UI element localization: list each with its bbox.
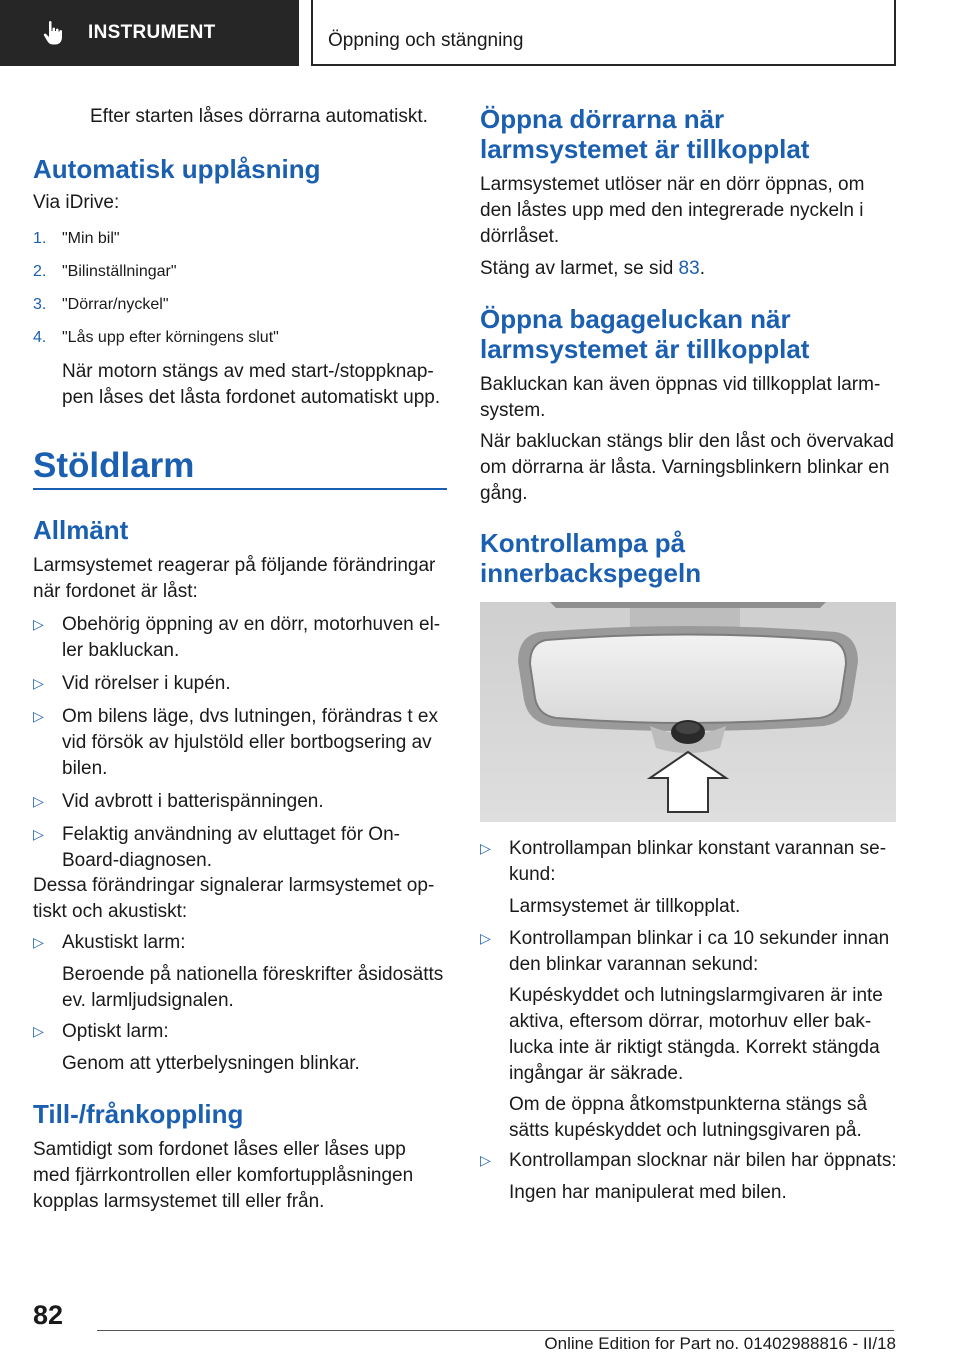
triangle-bullet-icon: ▷ xyxy=(33,793,44,809)
list-item xyxy=(33,230,447,263)
triangle-bullet-icon: ▷ xyxy=(33,934,44,950)
trunk-text-line: Bakluckan kan även öppnas vid tillkopplat larm- xyxy=(480,374,881,395)
general-text-line: Larmsystemet reagerar på följande förändringar xyxy=(33,555,436,576)
lamp-bullet-sub: Ingen har manipulerat med bilen. xyxy=(509,1182,787,1203)
chapter-title: Öppning och stängning xyxy=(328,30,524,51)
bullet-text-line: vid försök av hjulstöld eller bortbogsering av xyxy=(62,732,432,753)
list-item xyxy=(33,822,447,874)
lamp-bullet-sub: sätts kupéskyddet och lutningsgivaren på. xyxy=(509,1120,862,1141)
step4-note-line: pen låses det låsta fordonet automatiskt upp. xyxy=(62,387,441,408)
step-text: "Min bil" xyxy=(62,230,120,247)
reference-prefix: Stäng av larmet, se sid xyxy=(480,258,679,279)
lamp-bullet-line: Kontrollampan blinkar konstant varannan se- xyxy=(509,838,887,859)
heading-rule xyxy=(33,488,447,490)
triangle-bullet-icon: ▷ xyxy=(480,840,491,856)
toggle-heading: Till-/frånkoppling xyxy=(33,1099,244,1129)
doors-text-line: dörrlåset. xyxy=(480,226,560,247)
triangle-bullet-icon: ▷ xyxy=(480,1152,491,1168)
triangle-bullet-icon: ▷ xyxy=(33,708,44,724)
list-item xyxy=(33,704,447,789)
lamp-bullet-line: den blinkar varannan sekund: xyxy=(509,954,759,975)
step4-note-line: När motorn stängs av med start-/stoppknap- xyxy=(62,361,434,382)
doors-text-line: den låstes upp med den integrerade nyckeln i xyxy=(480,200,864,221)
lamp-bullet-line: kund: xyxy=(509,864,556,885)
footer-edition: Online Edition for Part no. 01402988816 - II/18 xyxy=(544,1334,896,1353)
triangle-bullet-icon: ▷ xyxy=(33,675,44,691)
lamp-bullet-sub: Larmsystemet är tillkopplat. xyxy=(509,896,741,917)
acoustic-label: Akustiskt larm: xyxy=(62,932,186,953)
acoustic-text-line: Beroende på nationella föreskrifter åsidosätts xyxy=(62,964,444,985)
bullet-text-line: bilen. xyxy=(62,758,108,779)
list-item xyxy=(33,329,447,355)
lamp-bullet-sub: Kupéskyddet och lutningslarmgivaren är inte xyxy=(509,985,883,1006)
step-number: 1. xyxy=(33,230,47,247)
section-label: INSTRUMENT xyxy=(88,22,216,43)
toggle-text-line: kopplas larmsystemet till eller från. xyxy=(33,1191,325,1212)
optic-label: Optiskt larm: xyxy=(62,1021,169,1042)
trunk-heading-line: larmsystemet är tillkopplat xyxy=(480,334,810,364)
triangle-bullet-icon: ▷ xyxy=(33,616,44,632)
list-item xyxy=(33,263,447,296)
header-chapter-box xyxy=(311,0,896,66)
trunk-heading-line: Öppna bagageluckan när xyxy=(480,304,791,334)
trunk-text-line: När bakluckan stängs blir den låst och övervakad xyxy=(480,431,895,452)
step-number: 3. xyxy=(33,296,47,313)
step-number: 2. xyxy=(33,263,47,280)
doors-text-line: Larmsystemet utlöser när en dörr öppnas, om xyxy=(480,174,865,195)
bullet-text-line: Vid rörelser i kupén. xyxy=(62,673,231,694)
list-item xyxy=(33,612,447,671)
triangle-bullet-icon: ▷ xyxy=(33,826,44,842)
toggle-text-line: med fjärrkontrollen eller komfortupplåsningen xyxy=(33,1165,414,1186)
page-reference xyxy=(480,256,705,282)
theft-alarm-heading: Stöldlarm xyxy=(33,446,195,485)
list-item xyxy=(33,789,447,822)
trunk-text-line: system. xyxy=(480,400,546,421)
page-link[interactable]: 83 xyxy=(678,258,700,279)
alarm-trigger-list xyxy=(33,612,447,874)
bullet-text-line: ler bakluckan. xyxy=(62,640,180,661)
doors-heading-line: Öppna dörrarna när xyxy=(480,104,725,134)
trunk-text-line: gång. xyxy=(480,483,528,504)
trunk-text-line: om dörrarna är låsta. Varningsblinkern blinkar en xyxy=(480,457,890,478)
lamp-bullet-line: Kontrollampan blinkar i ca 10 sekunder innan xyxy=(509,928,890,949)
list-item xyxy=(33,671,447,704)
list-item xyxy=(33,296,447,329)
general-heading: Allmänt xyxy=(33,515,129,545)
toggle-text-line: Samtidigt som fordonet låses eller låses upp xyxy=(33,1139,406,1160)
optic-text: Genom att ytterbelysningen blinkar. xyxy=(62,1053,360,1074)
auto-unlock-steps xyxy=(33,230,447,355)
lamp-heading-line: innerbackspegeln xyxy=(480,558,702,588)
lamp-bullet-sub: Om de öppna åtkomstpunkterna stängs så xyxy=(509,1094,868,1115)
via-idrive-text: Via iDrive: xyxy=(33,192,120,213)
lamp-heading-line: Kontrollampa på xyxy=(480,528,686,558)
signal-text-line: Dessa förändringar signalerar larmsystemet op- xyxy=(33,875,435,896)
signal-text-line: tiskt och akustiskt: xyxy=(33,901,188,922)
bullet-text-line: Board-diagnosen. xyxy=(62,850,212,871)
step-text: "Lås upp efter körningens slut" xyxy=(62,329,279,346)
lamp-bullet-sub: aktiva, eftersom dörrar, motorhuv eller bak- xyxy=(509,1011,872,1032)
footer-rule xyxy=(97,1330,894,1331)
page-number: 82 xyxy=(33,1300,64,1330)
auto-unlock-heading: Automatisk upplåsning xyxy=(33,154,321,184)
intro-text: Efter starten låses dörrarna automatiskt. xyxy=(90,106,428,127)
lamp-bullet-sub: ingångar är säkrade. xyxy=(509,1063,684,1084)
lamp-bullet-sub: lucka inte är riktigt stängda. Korrekt stängda xyxy=(509,1037,880,1058)
rearview-mirror-illustration xyxy=(480,602,896,822)
step-text: "Dörrar/nyckel" xyxy=(62,296,169,313)
rearview-mirror-figure xyxy=(480,602,896,822)
hand-pointer-icon xyxy=(42,20,66,46)
reference-suffix: . xyxy=(699,258,705,279)
general-text-line: när fordonet är låst: xyxy=(33,581,198,602)
step-number: 4. xyxy=(33,329,47,346)
triangle-bullet-icon: ▷ xyxy=(33,1023,44,1039)
doors-heading-line: larmsystemet är tillkopplat xyxy=(480,134,810,164)
acoustic-text-line: ev. larmljudsignalen. xyxy=(62,990,234,1011)
triangle-bullet-icon: ▷ xyxy=(480,930,491,946)
bullet-text-line: Om bilens läge, dvs lutningen, förändras t ex xyxy=(62,706,438,727)
lamp-bullet-line: Kontrollampan slocknar när bilen har öppnats: xyxy=(509,1150,897,1171)
bullet-text-line: Obehörig öppning av en dörr, motorhuven el- xyxy=(62,614,441,635)
bullet-text-line: Felaktig användning av eluttaget för On- xyxy=(62,824,400,845)
header-section-tab xyxy=(0,0,299,66)
bullet-text-line: Vid avbrott i batterispänningen. xyxy=(62,791,324,812)
step-text: "Bilinställningar" xyxy=(62,263,177,280)
